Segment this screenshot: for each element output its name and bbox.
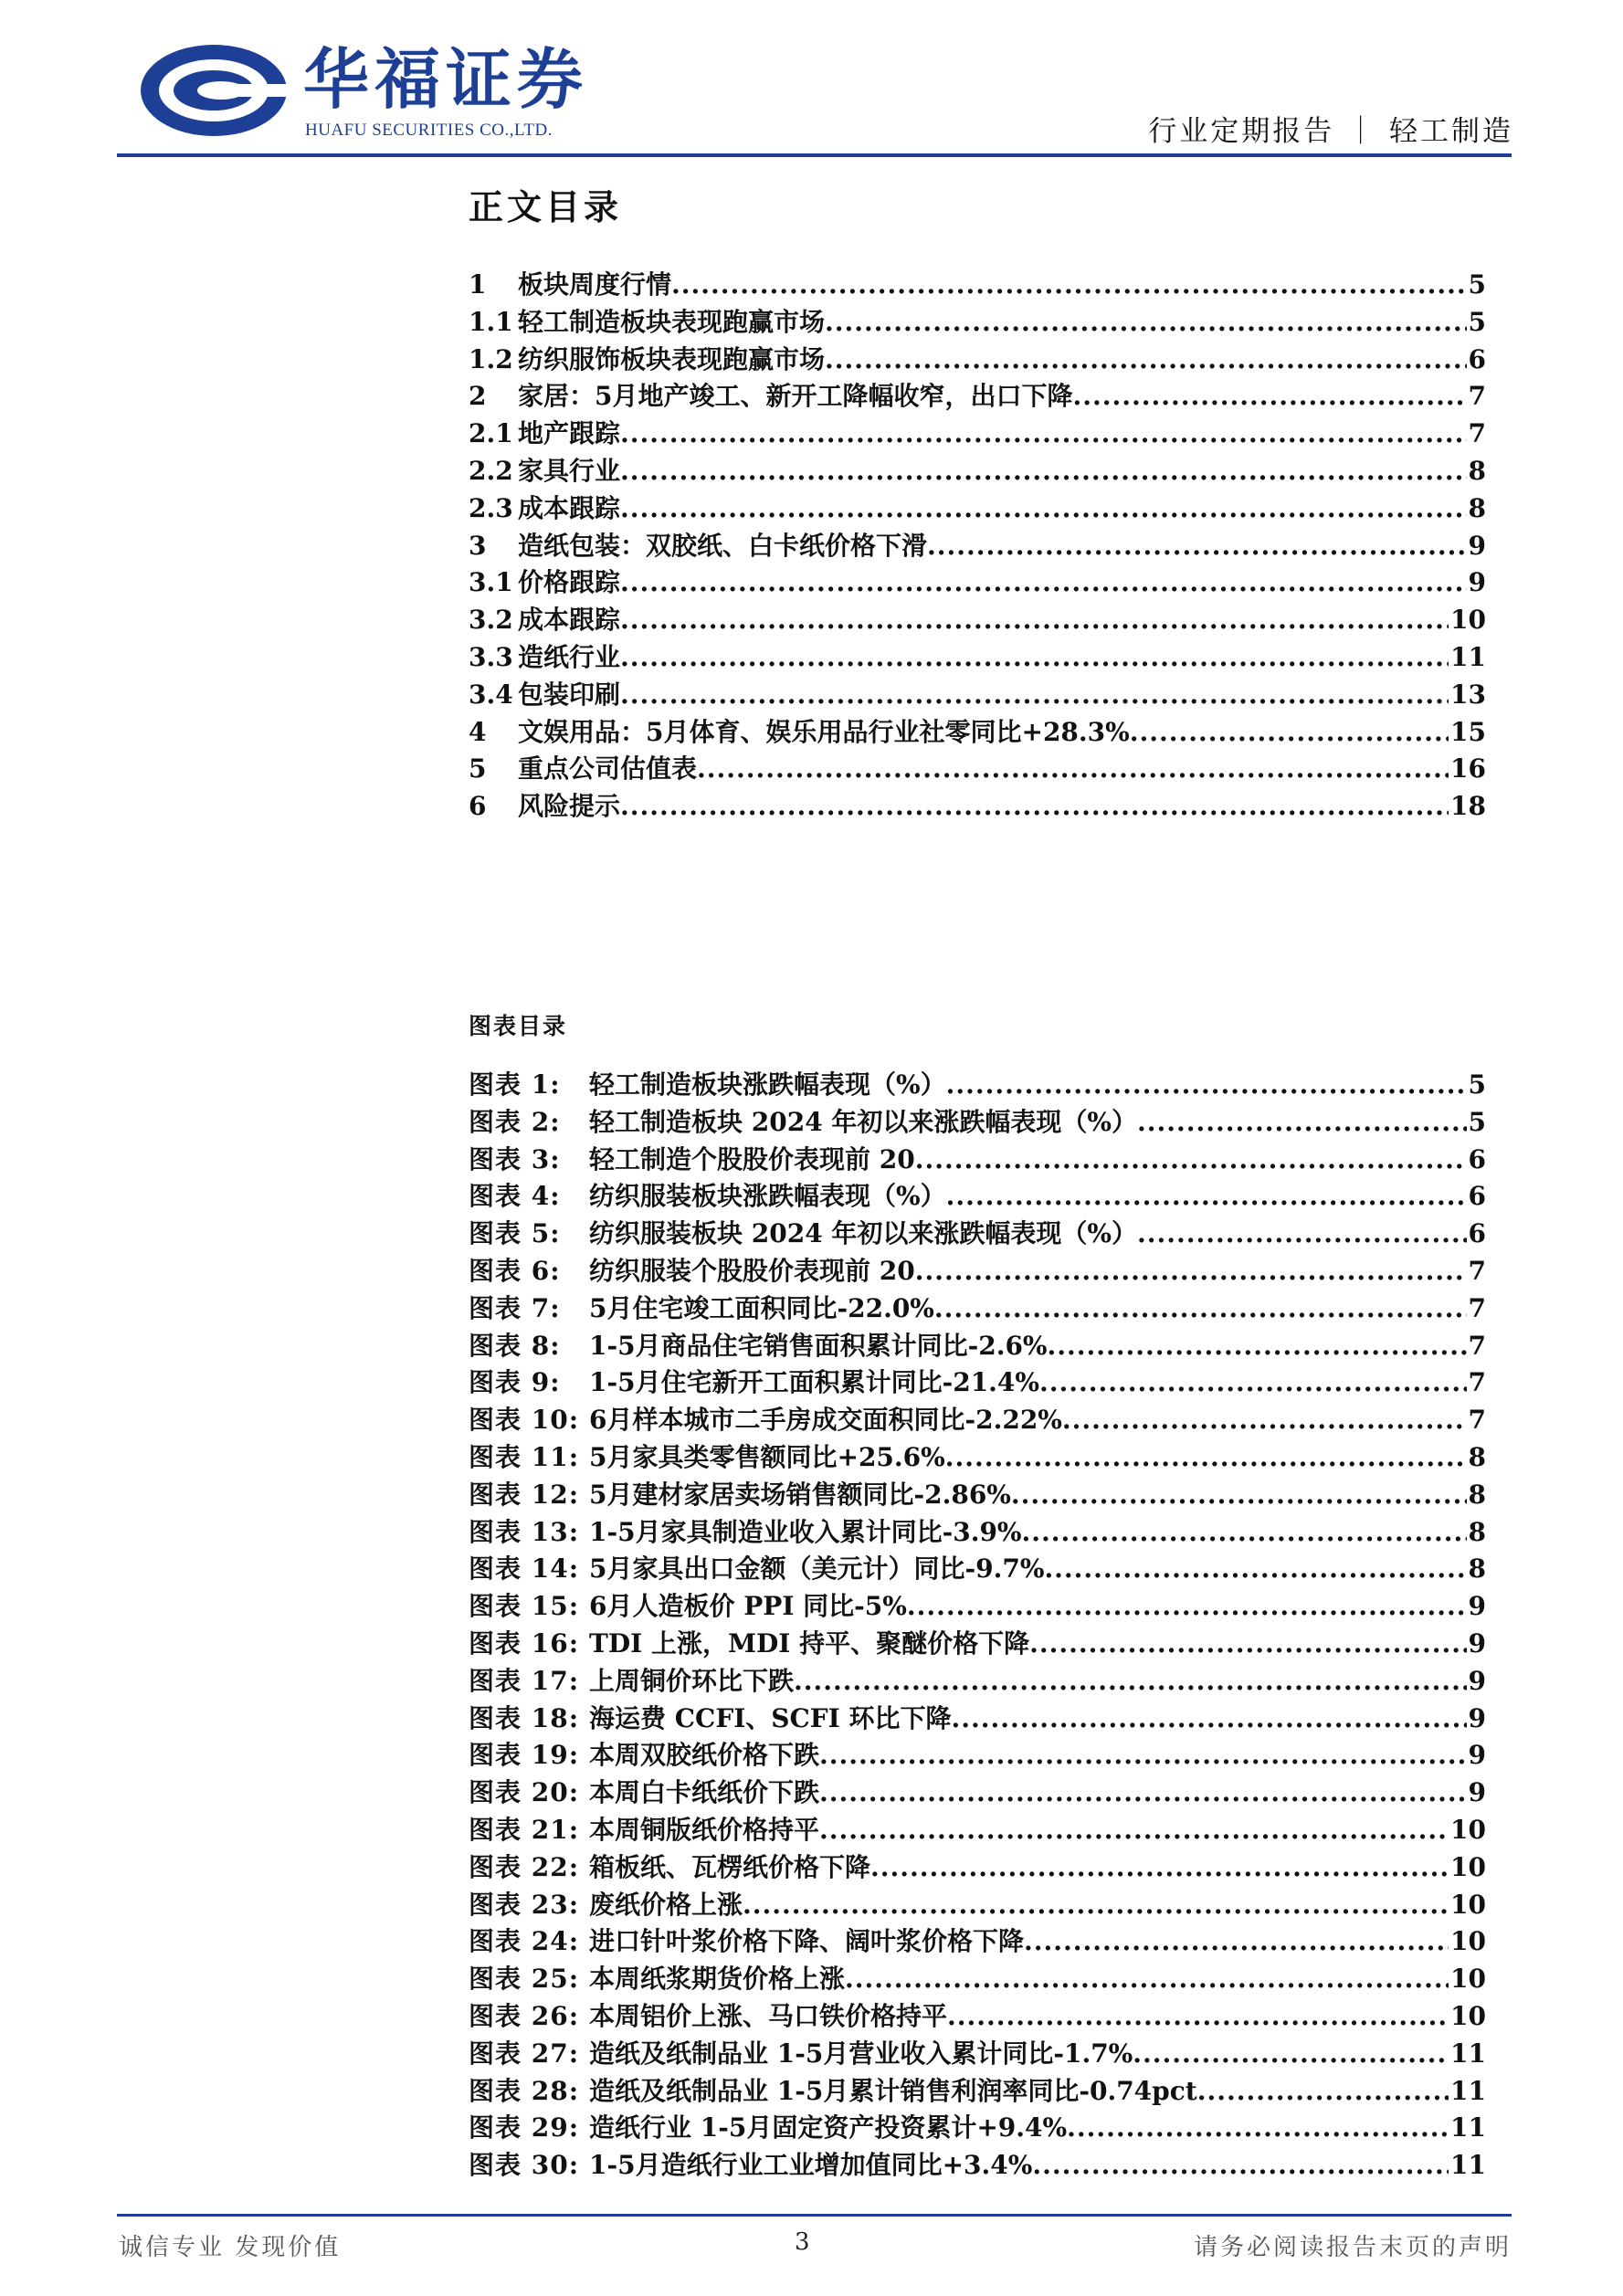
figure-entry-label: 海运费 CCFI、SCFI 环比下降 [589,1702,952,1733]
figure-entry-number: 图表 28: [469,2075,580,2106]
dot-leader [1130,717,1449,747]
dot-leader [915,1144,1467,1174]
figure-entry-page: 10 [1450,1964,1486,1995]
figure-entry-number: 图表 21: [469,1814,580,1845]
toc-entry-label: 成本跟踪 [518,492,621,523]
dot-leader [952,1703,1467,1733]
dot-leader [620,418,1467,448]
company-logo [137,33,648,152]
toc-entry-number: 1.2 [469,343,513,374]
toc-entry[interactable] [469,451,1486,489]
toc-entry-label: 家居：5月地产竣工、新开工降幅收窄，出口下降 [518,381,1073,412]
figure-entry-label: 纺织服装个股股价表现前 20 [589,1255,915,1286]
dot-leader [945,1442,1467,1472]
toc-entry-page: 6 [1468,343,1486,374]
dot-leader [620,679,1449,710]
figure-entry[interactable] [469,1326,1486,1364]
figure-entry[interactable] [469,1885,1486,1922]
figure-entry-page: 10 [1450,1851,1486,1882]
dot-leader [1133,2038,1449,2069]
figure-entry-label: 轻工制造个股股价表现前 20 [589,1143,915,1174]
toc-entry[interactable] [469,489,1486,526]
figure-entry-label: 本周铜版纸价格持平 [589,1814,820,1845]
toc-entry-page: 5 [1468,269,1486,300]
dot-leader [620,642,1449,672]
figure-entry-page: 11 [1450,2150,1486,2181]
figure-entry-label: 本周双胶纸价格下跌 [589,1740,820,1771]
figure-entry-label: 1-5月住宅新开工面积累计同比-21.4% [589,1367,1040,1398]
figure-entry[interactable] [469,1959,1486,1996]
figure-entry[interactable] [469,1624,1486,1661]
toc-entry-number: 1 [469,269,487,300]
toc-entry-label: 板块周度行情 [518,269,672,300]
toc-entry-number: 3.3 [469,641,513,672]
toc-entry-page: 18 [1450,791,1486,822]
figure-entry-label: 纺织服装板块 2024 年初以来涨跌幅表现（%） [589,1218,1138,1249]
figure-index-title: 图表目录 [469,1013,568,1039]
dot-leader [620,567,1467,597]
figure-entry-number: 图表 27: [469,2038,580,2069]
toc-entry-page: 8 [1468,492,1486,523]
dot-leader [743,1890,1449,1920]
logo-chinese-name: 华福证券 [303,41,589,118]
figure-entry-number: 图表 16: [469,1627,580,1659]
figure-entry-page: 7 [1468,1367,1486,1398]
figure-entry-label: 本周铝价上涨、马口铁价格持平 [589,2000,948,2031]
figure-entry-number: 图表 2: [469,1106,561,1137]
figure-entry-page: 5 [1468,1069,1486,1100]
toc-entry[interactable] [469,786,1486,824]
toc-entry-label: 家具行业 [518,455,621,486]
figure-entry[interactable] [469,1512,1486,1550]
figure-entry-page: 10 [1450,1926,1486,1957]
toc-entry-number: 3.1 [469,567,513,598]
toc-entry-page: 11 [1450,641,1486,672]
toc-entry-number: 3.2 [469,605,513,636]
toc-entry-number: 5 [469,753,487,785]
toc-entry-label: 价格跟踪 [518,567,621,598]
figure-entry[interactable] [469,2108,1486,2145]
toc-entry[interactable] [469,526,1486,563]
figure-entry-number: 图表 8: [469,1330,561,1361]
dot-leader [671,269,1467,300]
figure-entry-label: 造纸及纸制品业 1-5月营业收入累计同比-1.7% [589,2038,1133,2069]
figure-entry-label: 进口针叶浆价格下降、阔叶浆价格下降 [589,1926,1025,1957]
toc-entry-page: 15 [1450,716,1486,747]
figure-entry-page: 11 [1450,2038,1486,2069]
dot-leader [907,1591,1467,1621]
figure-entry-number: 图表 4: [469,1181,561,1212]
toc-entry[interactable] [469,340,1486,377]
dot-leader [1044,1553,1466,1584]
figure-entry[interactable] [469,2071,1486,2109]
toc-entry-label: 轻工制造板块表现跑赢市场 [518,306,826,337]
figure-entry-number: 图表 7: [469,1292,561,1323]
figure-entry[interactable] [469,1140,1486,1177]
figure-entry-page: 9 [1468,1777,1486,1808]
figure-entry[interactable] [469,1102,1486,1140]
figure-entry[interactable] [469,1549,1486,1586]
toc-entry-page: 7 [1468,418,1486,449]
toc-entry[interactable] [469,749,1486,786]
toc-entry-number: 2.2 [469,455,513,486]
figure-entry-number: 图表 13: [469,1516,580,1547]
toc-entry-number: 3.4 [469,679,513,710]
figure-entry[interactable] [469,1475,1486,1512]
figure-entry-number: 图表 19: [469,1740,580,1771]
figure-entry[interactable] [469,1400,1486,1438]
figure-entry-number: 图表 6: [469,1255,561,1286]
dot-leader [934,1293,1467,1323]
figure-entry-page: 8 [1468,1516,1486,1547]
figure-entry-page: 11 [1450,2075,1486,2106]
dot-leader [1039,1367,1467,1397]
toc-entry-number: 2.3 [469,492,513,523]
toc-entry-number: 2.1 [469,418,513,449]
figure-entry[interactable] [469,1363,1486,1400]
toc-entry[interactable] [469,563,1486,600]
header-divider [117,153,1512,157]
footer-disclaimer: 请务必阅读报告末页的声明 [1193,2234,1512,2261]
figure-entry-number: 图表 14: [469,1553,580,1585]
figure-entry-number: 图表 12: [469,1479,580,1510]
huafu-logo-icon [137,40,290,141]
figure-entry[interactable] [469,1586,1486,1624]
dot-leader [947,2001,1449,2031]
toc-entry-label: 地产跟踪 [518,418,621,449]
dot-leader [946,1181,1467,1211]
figure-entry-label: 造纸行业 1-5月固定资产投资累计+9.4% [589,2112,1068,2143]
figure-entry-label: 6月样本城市二手房成交面积同比-2.22% [589,1405,1062,1436]
figure-entry-number: 图表 10: [469,1405,580,1436]
toc-entry-number: 4 [469,716,487,747]
figure-entry-label: 5月建材家居卖场销售额同比-2.86% [589,1479,1011,1510]
dot-leader [1137,1218,1466,1248]
figure-entry[interactable] [469,1848,1486,1885]
figure-entry[interactable] [469,1251,1486,1289]
dot-leader [620,493,1467,523]
figure-entry-page: 6 [1468,1143,1486,1174]
toc-entry-page: 13 [1450,679,1486,710]
dot-leader [819,1777,1467,1807]
figure-list [469,1065,1486,2183]
figure-entry[interactable] [469,1176,1486,1214]
toc-entry[interactable] [469,265,1486,302]
figure-entry-page: 6 [1468,1218,1486,1249]
figure-entry-label: 1-5月造纸行业工业增加值同比+3.4% [589,2150,1033,2181]
toc-entry-number: 2 [469,381,487,412]
logo-english-name: HUAFU SECURITIES CO.,LTD. [305,121,553,140]
figure-entry-page: 9 [1468,1702,1486,1733]
figure-entry-number: 图表 22: [469,1851,580,1882]
figure-entry-number: 图表 25: [469,1964,580,1995]
figure-entry-number: 图表 23: [469,1889,580,1920]
dot-leader [697,753,1449,784]
figure-entry-page: 6 [1468,1181,1486,1212]
figure-entry-page: 9 [1468,1665,1486,1696]
figure-entry[interactable] [469,2034,1486,2071]
dot-leader [819,1740,1467,1770]
dot-leader [620,456,1467,486]
figure-entry-label: 箱板纸、瓦楞纸价格下降 [589,1851,871,1882]
figure-entry-label: 废纸价格上涨 [589,1889,743,1920]
figure-entry-page: 7 [1468,1405,1486,1436]
report-type: 行业定期报告 ｜ 轻工制造 [1148,115,1513,148]
figure-entry-page: 8 [1468,1553,1486,1585]
dot-leader [794,1666,1467,1696]
toc-entry[interactable] [469,675,1486,712]
figure-entry-page: 9 [1468,1740,1486,1771]
figure-entry-page: 7 [1468,1330,1486,1361]
toc-entry-label: 重点公司估值表 [518,753,698,785]
figure-entry-label: 1-5月商品住宅销售面积累计同比-2.6% [589,1330,1048,1361]
dot-leader [1032,2150,1449,2180]
toc-entry-page: 10 [1450,605,1486,636]
toc-entry-label: 造纸行业 [518,641,621,672]
figure-entry-label: 轻工制造板块 2024 年初以来涨跌幅表现（%） [589,1106,1138,1137]
figure-entry-number: 图表 29: [469,2112,580,2143]
toc-entry-page: 9 [1468,567,1486,598]
dot-leader [620,791,1449,821]
figure-entry-label: 上周铜价环比下跌 [589,1665,795,1696]
figure-entry-number: 图表 17: [469,1665,580,1696]
figure-entry-label: 本周白卡纸纸价下跌 [589,1777,820,1808]
dot-leader [620,605,1449,635]
footer-slogan: 诚信专业 发现价值 [119,2234,342,2261]
figure-entry[interactable] [469,1996,1486,2034]
dot-leader [1197,2076,1449,2106]
figure-entry-page: 10 [1450,1814,1486,1845]
toc-entry-page: 16 [1450,753,1486,785]
figure-entry-label: 本周纸浆期货价格上涨 [589,1964,846,1995]
figure-entry-number: 图表 26: [469,2000,580,2031]
dot-leader [1067,2112,1449,2143]
figure-entry-number: 图表 11: [469,1441,580,1472]
toc-entry-number: 3 [469,530,487,561]
figure-entry[interactable] [469,1735,1486,1773]
toc-entry-label: 成本跟踪 [518,605,621,636]
dot-leader [819,1815,1449,1845]
figure-entry-page: 8 [1468,1479,1486,1510]
toc-entry-number: 6 [469,791,487,822]
figure-entry-label: 5月家具类零售额同比+25.6% [589,1441,945,1472]
figure-entry-label: 造纸及纸制品业 1-5月累计销售利润率同比-0.74pct [589,2075,1197,2106]
figure-entry-page: 7 [1468,1292,1486,1323]
figure-entry-page: 9 [1468,1627,1486,1659]
figure-entry-number: 图表 20: [469,1777,580,1808]
toc-entry-label: 风险提示 [518,791,621,822]
dot-leader [915,1256,1467,1286]
dot-leader [1048,1331,1467,1361]
figure-entry-label: 5月家具出口金额（美元计）同比-9.7% [589,1553,1045,1585]
toc-entry-label: 纺织服饰板块表现跑赢市场 [518,343,826,374]
figure-entry-label: 6月人造板价 PPI 同比-5% [589,1591,907,1622]
footer-divider [117,2214,1512,2217]
figure-entry[interactable] [469,1661,1486,1699]
figure-entry-page: 7 [1468,1255,1486,1286]
figure-entry-page: 9 [1468,1591,1486,1622]
toc-entry-label: 造纸包装：双胶纸、白卡纸价格下滑 [518,530,928,561]
figure-entry-label: 5月住宅竣工面积同比-22.0% [589,1292,934,1323]
figure-entry-page: 10 [1450,1889,1486,1920]
dot-leader [1024,1926,1449,1956]
figure-entry-number: 图表 18: [469,1702,580,1733]
figure-entry-number: 图表 1: [469,1069,561,1100]
figure-entry[interactable] [469,1922,1486,1959]
figure-entry[interactable] [469,1065,1486,1102]
toc-entry-page: 9 [1468,530,1486,561]
figure-entry-label: 轻工制造板块涨跌幅表现（%） [589,1069,946,1100]
figure-entry-page: 11 [1450,2112,1486,2143]
page-number: 3 [795,2228,810,2256]
toc-entry[interactable] [469,712,1486,750]
figure-entry-number: 图表 5: [469,1218,561,1249]
toc-list [469,265,1486,824]
dot-leader [946,1069,1467,1100]
figure-entry-number: 图表 15: [469,1591,580,1622]
dot-leader [1062,1405,1467,1435]
figure-entry[interactable] [469,2145,1486,2183]
figure-entry[interactable] [469,1438,1486,1475]
dot-leader [870,1852,1449,1882]
toc-entry[interactable] [469,600,1486,637]
dot-leader [825,307,1467,337]
dot-leader [927,531,1467,561]
toc-title: 正文目录 [469,186,623,227]
figure-entry-page: 10 [1450,2000,1486,2031]
dot-leader [1137,1107,1466,1137]
figure-entry[interactable] [469,1289,1486,1326]
figure-entry[interactable] [469,1810,1486,1848]
toc-entry-number: 1.1 [469,306,513,337]
dot-leader [845,1964,1449,1994]
figure-entry[interactable] [469,1699,1486,1736]
toc-entry-page: 5 [1468,306,1486,337]
toc-entry[interactable] [469,637,1486,675]
dot-leader [1022,1517,1467,1547]
dot-leader [1029,1628,1466,1659]
toc-entry-page: 7 [1468,381,1486,412]
figure-entry-label: 纺织服装板块涨跌幅表现（%） [589,1181,946,1212]
figure-entry-label: TDI 上涨，MDI 持平、聚醚价格下降 [589,1627,1030,1659]
figure-entry-number: 图表 9: [469,1367,561,1398]
dot-leader [825,344,1467,374]
toc-entry[interactable] [469,376,1486,414]
toc-entry[interactable] [469,414,1486,451]
toc-entry-label: 文娱用品：5月体育、娱乐用品行业社零同比+28.3% [518,716,1130,747]
figure-entry-number: 图表 30: [469,2150,580,2181]
toc-entry[interactable] [469,302,1486,340]
toc-entry-label: 包装印刷 [518,679,621,710]
figure-entry[interactable] [469,1773,1486,1810]
toc-entry-page: 8 [1468,455,1486,486]
figure-entry-label: 1-5月家具制造业收入累计同比-3.9% [589,1516,1022,1547]
dot-leader [1073,381,1467,411]
figure-entry-number: 图表 3: [469,1143,561,1174]
figure-entry-page: 8 [1468,1441,1486,1472]
figure-entry[interactable] [469,1214,1486,1251]
figure-entry-page: 5 [1468,1106,1486,1137]
dot-leader [1011,1480,1467,1510]
figure-entry-number: 图表 24: [469,1926,580,1957]
